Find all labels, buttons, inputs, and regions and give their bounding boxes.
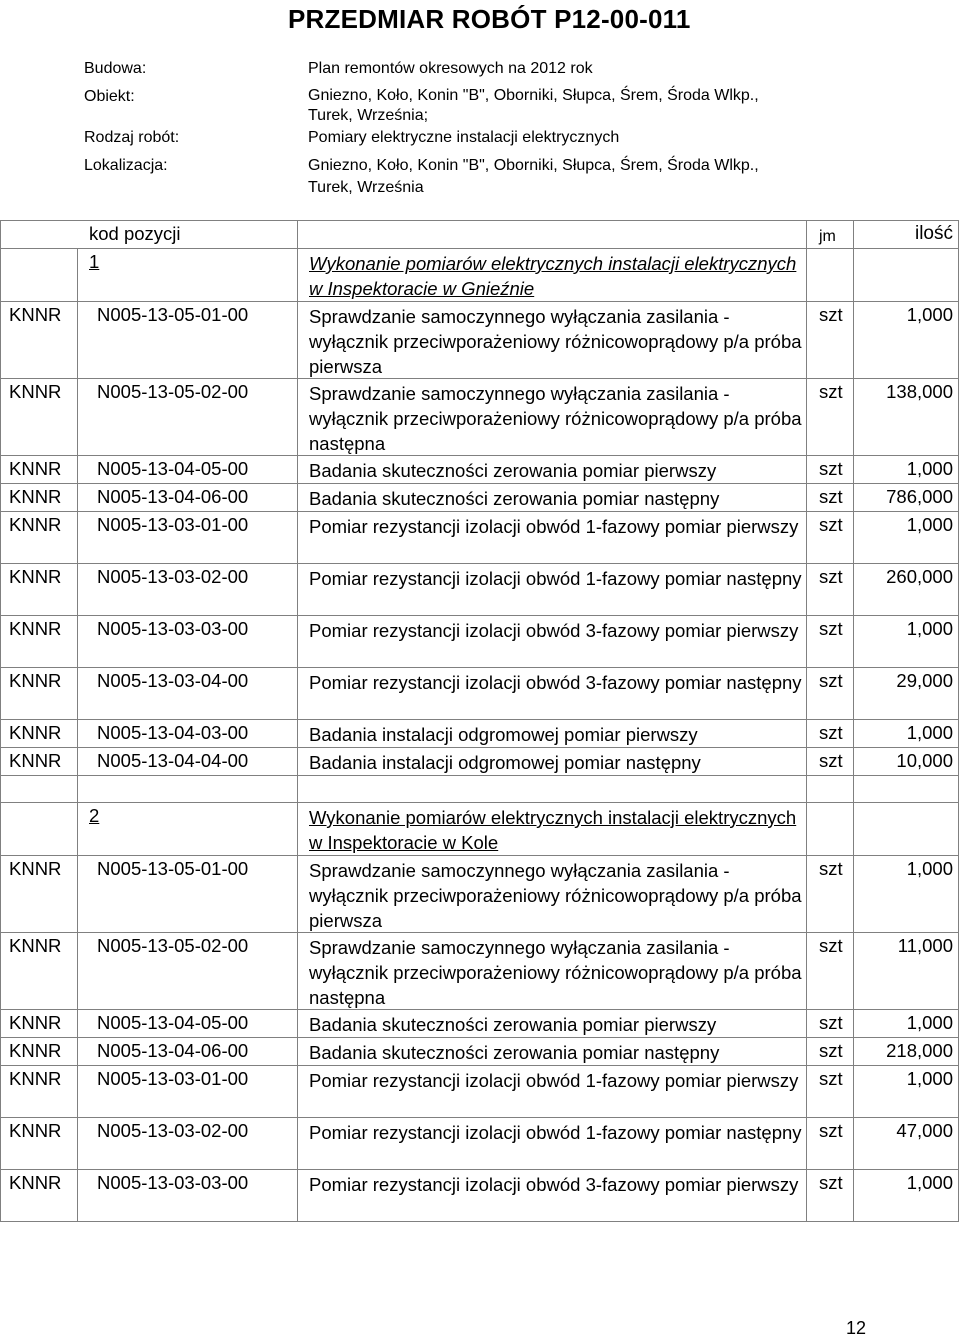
column-divider [297, 1038, 298, 1065]
table-header [1, 221, 959, 249]
table-row [1, 302, 959, 379]
row-catalog: KNNR [9, 1040, 62, 1061]
column-divider [958, 1010, 959, 1037]
row-unit: szt [819, 935, 843, 956]
column-divider [77, 249, 78, 301]
row-catalog: KNNR [9, 670, 62, 691]
column-divider [853, 803, 854, 855]
column-divider [77, 1066, 78, 1117]
table-row [1, 748, 959, 776]
column-divider [853, 776, 854, 802]
row-catalog: KNNR [9, 935, 62, 956]
table-row [1, 564, 959, 616]
row-unit: szt [819, 618, 843, 639]
row-quantity: 10,000 [896, 750, 953, 771]
bill-of-quantities-table [0, 220, 959, 1222]
row-unit: szt [819, 1012, 843, 1033]
row-description: Pomiar rezystancji izolacji obwód 3-fazowy pomiar pierwszy [309, 620, 799, 641]
column-divider [77, 856, 78, 932]
row-catalog: KNNR [9, 566, 62, 587]
row-code: N005-13-04-03-00 [97, 722, 249, 743]
column-divider [297, 221, 298, 248]
section-header [1, 803, 959, 856]
row-quantity: 218,000 [886, 1040, 953, 1061]
column-divider [77, 302, 78, 378]
row-description: Sprawdzanie samoczynnego wyłączania zasilania - wyłącznik przeciwporażeniowy różnicowoprądowy p/a próba następna [309, 937, 802, 1008]
row-code: N005-13-05-02-00 [97, 935, 249, 956]
row-code: N005-13-05-01-00 [97, 858, 249, 879]
row-description: Sprawdzanie samoczynnego wyłączania zasilania - wyłącznik przeciwporażeniowy różnicowoprądowy p/a próba pierwsza [309, 860, 802, 931]
row-unit: szt [819, 750, 843, 771]
row-catalog: KNNR [9, 1012, 62, 1033]
section-number: 1 [89, 251, 100, 272]
column-divider [297, 1118, 298, 1169]
row-catalog: KNNR [9, 486, 62, 507]
row-catalog: KNNR [9, 1120, 62, 1141]
column-divider [297, 249, 298, 301]
column-divider [806, 221, 807, 248]
row-description: Sprawdzanie samoczynnego wyłączania zasilania - wyłącznik przeciwporażeniowy różnicowoprądowy p/a próba pierwsza [309, 306, 802, 377]
row-code: N005-13-03-01-00 [97, 1068, 249, 1089]
column-divider [958, 302, 959, 378]
row-code: N005-13-04-04-00 [97, 750, 249, 771]
table-row [1, 1118, 959, 1170]
row-code: N005-13-03-03-00 [97, 1172, 249, 1193]
column-divider [77, 720, 78, 747]
column-divider [77, 776, 78, 802]
column-divider [77, 748, 78, 775]
row-unit: szt [819, 1120, 843, 1141]
column-divider [77, 616, 78, 667]
table-row [1, 720, 959, 748]
row-description: Badania skuteczności zerowania pomiar pierwszy [309, 460, 717, 481]
column-divider [297, 1010, 298, 1037]
row-description: Pomiar rezystancji izolacji obwód 1-fazowy pomiar następny [309, 1122, 802, 1143]
row-quantity: 1,000 [906, 858, 953, 879]
table-row [1, 1038, 959, 1066]
column-divider [297, 933, 298, 1009]
row-description: Badania skuteczności zerowania pomiar pierwszy [309, 1014, 717, 1035]
meta-value-rodzaj: Pomiary elektryczne instalacji elektrycznych [308, 129, 620, 146]
column-divider [297, 1170, 298, 1221]
row-description: Badania skuteczności zerowania pomiar następny [309, 1042, 720, 1063]
row-quantity: 1,000 [906, 458, 953, 479]
table-row [1, 1010, 959, 1038]
column-divider [958, 616, 959, 667]
row-catalog: KNNR [9, 304, 62, 325]
column-divider [806, 776, 807, 802]
row-quantity: 1,000 [906, 722, 953, 743]
row-description: Sprawdzanie samoczynnego wyłączania zasilania - wyłącznik przeciwporażeniowy różnicowoprądowy p/a próba następna [309, 383, 802, 454]
row-catalog: KNNR [9, 458, 62, 479]
header-kod-pozycji: kod pozycji [89, 223, 181, 244]
row-code: N005-13-05-02-00 [97, 381, 249, 402]
row-code: N005-13-04-05-00 [97, 1012, 249, 1033]
column-divider [77, 456, 78, 483]
row-quantity: 1,000 [906, 514, 953, 535]
document-title: PRZEDMIAR ROBÓT P12-00-011 [288, 4, 691, 34]
column-divider [958, 720, 959, 747]
row-catalog: KNNR [9, 750, 62, 771]
table-row [1, 933, 959, 1010]
row-description: Badania skuteczności zerowania pomiar następny [309, 488, 720, 509]
column-divider [77, 803, 78, 855]
row-code: N005-13-05-01-00 [97, 304, 249, 325]
column-divider [297, 803, 298, 855]
table-row [1, 484, 959, 512]
row-description: Pomiar rezystancji izolacji obwód 3-fazowy pomiar pierwszy [309, 1174, 799, 1195]
meta-label-lokalizacja: Lokalizacja: [84, 157, 168, 174]
column-divider [958, 668, 959, 719]
section-number: 2 [89, 805, 100, 826]
column-divider [297, 456, 298, 483]
row-description: Pomiar rezystancji izolacji obwód 1-fazowy pomiar następny [309, 568, 802, 589]
row-unit: szt [819, 381, 843, 402]
column-divider [958, 221, 959, 248]
column-divider [958, 249, 959, 301]
column-divider [297, 616, 298, 667]
row-quantity: 138,000 [886, 381, 953, 402]
row-code: N005-13-04-06-00 [97, 486, 249, 507]
row-unit: szt [819, 670, 843, 691]
row-catalog: KNNR [9, 618, 62, 639]
column-divider [958, 379, 959, 455]
column-divider [958, 484, 959, 511]
column-divider [77, 1010, 78, 1037]
column-divider [77, 1038, 78, 1065]
column-divider [958, 1118, 959, 1169]
row-quantity: 1,000 [906, 618, 953, 639]
row-code: N005-13-03-02-00 [97, 1120, 249, 1141]
column-divider [77, 933, 78, 1009]
table-row [1, 668, 959, 720]
section-spacer [1, 776, 959, 803]
row-quantity: 786,000 [886, 486, 953, 507]
row-quantity: 11,000 [897, 935, 953, 956]
column-divider [958, 748, 959, 775]
row-unit: szt [819, 858, 843, 879]
row-unit: szt [819, 304, 843, 325]
column-divider [297, 512, 298, 563]
column-divider [297, 856, 298, 932]
table-row [1, 512, 959, 564]
column-divider [297, 1066, 298, 1117]
meta-label-obiekt: Obiekt: [84, 88, 135, 105]
column-divider [958, 564, 959, 615]
row-description: Pomiar rezystancji izolacji obwód 1-fazowy pomiar pierwszy [309, 1070, 799, 1091]
row-description: Pomiar rezystancji izolacji obwód 1-fazowy pomiar pierwszy [309, 516, 799, 537]
column-divider [958, 1038, 959, 1065]
meta-label-rodzaj: Rodzaj robót: [84, 129, 180, 146]
column-divider [958, 803, 959, 855]
row-unit: szt [819, 486, 843, 507]
column-divider [77, 484, 78, 511]
row-catalog: KNNR [9, 1068, 62, 1089]
column-divider [958, 1066, 959, 1117]
column-divider [77, 379, 78, 455]
row-code: N005-13-03-01-00 [97, 514, 249, 535]
row-quantity: 1,000 [906, 1172, 953, 1193]
row-unit: szt [819, 1068, 843, 1089]
row-unit: szt [819, 458, 843, 479]
column-divider [958, 1170, 959, 1221]
column-divider [77, 564, 78, 615]
row-code: N005-13-03-02-00 [97, 566, 249, 587]
row-quantity: 260,000 [886, 566, 953, 587]
header-jm: jm [819, 228, 836, 245]
row-code: N005-13-04-06-00 [97, 1040, 249, 1061]
row-code: N005-13-03-04-00 [97, 670, 249, 691]
table-row [1, 456, 959, 484]
row-unit: szt [819, 566, 843, 587]
table-row [1, 1170, 959, 1222]
column-divider [297, 484, 298, 511]
row-description: Pomiar rezystancji izolacji obwód 3-fazowy pomiar następny [309, 672, 802, 693]
column-divider [77, 512, 78, 563]
page-number: 12 [846, 1318, 867, 1338]
row-catalog: KNNR [9, 722, 62, 743]
table-row [1, 1066, 959, 1118]
row-catalog: KNNR [9, 858, 62, 879]
column-divider [297, 748, 298, 775]
row-description: Badania instalacji odgromowej pomiar następny [309, 752, 701, 773]
column-divider [958, 512, 959, 563]
column-divider [958, 456, 959, 483]
column-divider [958, 776, 959, 802]
row-quantity: 1,000 [906, 1012, 953, 1033]
column-divider [297, 379, 298, 455]
column-divider [77, 1170, 78, 1221]
meta-label-budowa: Budowa: [84, 60, 147, 77]
row-code: N005-13-03-03-00 [97, 618, 249, 639]
column-divider [77, 668, 78, 719]
row-catalog: KNNR [9, 1172, 62, 1193]
column-divider [958, 933, 959, 1009]
header-ilosc: ilość [914, 223, 953, 244]
row-unit: szt [819, 514, 843, 535]
meta-value-budowa: Plan remontów okresowych na 2012 rok [308, 60, 593, 77]
table-row [1, 616, 959, 668]
row-unit: szt [819, 1172, 843, 1193]
column-divider [297, 720, 298, 747]
section-header [1, 249, 959, 302]
row-unit: szt [819, 1040, 843, 1061]
row-quantity: 47,000 [896, 1120, 953, 1141]
meta-value-obiekt: Gniezno, Koło, Konin "B", Oborniki, Słupca, Śrem, Środa Wlkp., Turek, Września; [308, 87, 759, 124]
table-row [1, 856, 959, 933]
column-divider [297, 776, 298, 802]
row-quantity: 1,000 [906, 1068, 953, 1089]
column-divider [297, 668, 298, 719]
row-catalog: KNNR [9, 514, 62, 535]
row-quantity: 29,000 [896, 670, 953, 691]
column-divider [958, 856, 959, 932]
row-description: Badania instalacji odgromowej pomiar pierwszy [309, 724, 698, 745]
column-divider [853, 249, 854, 301]
row-catalog: KNNR [9, 381, 62, 402]
row-quantity: 1,000 [906, 304, 953, 325]
column-divider [297, 564, 298, 615]
column-divider [77, 1118, 78, 1169]
row-unit: szt [819, 722, 843, 743]
section-title: Wykonanie pomiarów elektrycznych instalacji elektrycznych w Inspektoracie w Gnieźnie [309, 253, 797, 299]
meta-value-lokalizacja: Gniezno, Koło, Konin "B", Oborniki, Słupca, Śrem, Środa Wlkp., Turek, Września [308, 157, 759, 196]
row-code: N005-13-04-05-00 [97, 458, 249, 479]
table-row [1, 379, 959, 456]
column-divider [297, 302, 298, 378]
section-title: Wykonanie pomiarów elektrycznych instalacji elektrycznych w Inspektoracie w Kole [309, 807, 797, 853]
